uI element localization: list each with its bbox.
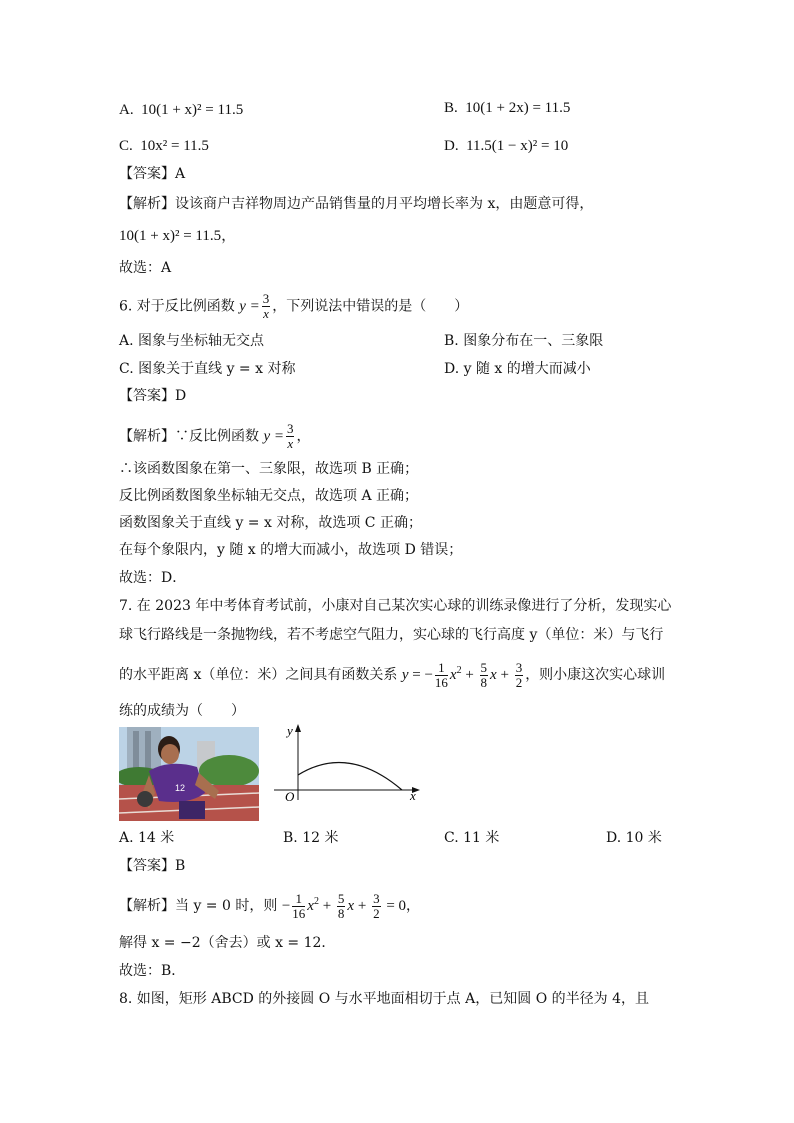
y-axis-arrow-icon xyxy=(295,724,301,732)
q5-option-d-math: 11.5(1 − x)² = 10 xyxy=(466,138,569,154)
q5-option-a-math: 10(1 + x)² = 11.5 xyxy=(141,102,244,118)
q7-option-d: D. 10 米 xyxy=(606,830,662,846)
jersey-number: 12 xyxy=(175,783,186,793)
q6-stem xyxy=(119,292,468,321)
q6-line-3: 函数图象关于直线 y = x 对称，故选项 C 正确； xyxy=(119,515,422,531)
q7-line-3-suffix: ，则小康这次实心球训 xyxy=(525,667,666,683)
graph-y-label: y xyxy=(287,724,293,738)
q5-option-b xyxy=(444,98,570,118)
q7-line-4: 练的成绩为（ ） xyxy=(119,703,245,719)
q7-analysis-prefix: 【解析】当 y = 0 时，则 xyxy=(119,898,278,914)
q6-option-b: B. 图象分布在一、三象限 xyxy=(444,333,604,349)
q5-conclusion: 故选：A xyxy=(119,260,172,276)
q6-fraction xyxy=(262,292,271,321)
q6-stem-y: y = xyxy=(239,298,260,315)
q7-function: y = − $\frac{1}{16}$ $x^2$ + $\frac{5}{8}$ x + $\frac{3}{2}$ xyxy=(401,660,523,691)
q7-option-a: A. 14 米 xyxy=(119,830,175,846)
q5-option-c-math: 10x² = 11.5 xyxy=(140,138,209,154)
q6-analysis-y: y = xyxy=(263,428,284,445)
q7-line-1: 7. 在 2023 年中考体育考试前，小康对自己某次实心球的训练录像进行了分析，发现实心 xyxy=(119,598,672,614)
q6-line-4: 在每个象限内，y 随 x 的增大而减小，故选项 D 错误； xyxy=(119,542,463,558)
q5-option-a-label: A. xyxy=(119,102,134,118)
q6-frac-den: x xyxy=(263,306,269,321)
q5-option-c xyxy=(119,136,209,156)
q8-line-1: 8. 如图，矩形 ABCD 的外接圆 O 与水平地面相切于点 A，已知圆 O 的半径为 4，且 xyxy=(119,991,649,1007)
parabola-curve xyxy=(298,763,402,790)
q6-analysis-prefix: 【解析】∵反比例函数 xyxy=(119,428,259,445)
q6-analysis-frac-num: 3 xyxy=(286,421,294,436)
q7-answer: 【答案】B xyxy=(119,858,186,874)
q6-analysis xyxy=(119,422,310,451)
q7-option-c: C. 11 米 xyxy=(444,830,500,846)
q7-analysis-suffix: ， xyxy=(406,898,421,914)
athlete-photo-svg xyxy=(119,727,259,821)
q5-option-d xyxy=(444,136,568,156)
q7-analysis-equation: − $\frac{1}{16}$ $x^2$ + $\frac{5}{8}$ x + $\frac{3}{2}$ = 0 xyxy=(281,891,407,922)
q6-option-d: D. y 随 x 的增大而减小 xyxy=(444,361,591,377)
q5-equation: 10(1 + x)² = 11.5， xyxy=(119,228,237,244)
parabola-graph xyxy=(270,724,430,804)
q5-answer: 【答案】A xyxy=(119,166,186,182)
q6-frac-num: 3 xyxy=(262,291,270,306)
q7-line-3 xyxy=(119,660,665,690)
q6-line-1: ∴该函数图象在第一、三象限，故选项 B 正确； xyxy=(119,461,419,477)
q6-analysis-suffix: ， xyxy=(296,428,311,445)
q7-solve: 解得 x = −2（舍去）或 x = 12． xyxy=(119,935,336,951)
graph-x-label: x xyxy=(410,788,416,803)
q6-option-c: C. 图象关于直线 y = x 对称 xyxy=(119,361,296,377)
q7-analysis xyxy=(119,892,420,921)
q7-line-2: 球飞行路线是一条抛物线，若不考虑空气阻力，实心球的飞行高度 y（单位：米）与飞行 xyxy=(119,627,664,643)
q6-option-a: A. 图象与坐标轴无交点 xyxy=(119,333,265,349)
q5-analysis: 【解析】设该商户吉祥物周边产品销售量的月平均增长率为 x，由题意可得， xyxy=(119,196,594,212)
athlete-photo xyxy=(119,727,259,821)
graph-origin-label: O xyxy=(285,789,295,804)
q7-option-b: B. 12 米 xyxy=(283,830,339,846)
q6-analysis-fraction xyxy=(286,422,295,451)
q5-option-a xyxy=(119,100,243,120)
q5-option-b-math: 10(1 + 2x) = 11.5 xyxy=(465,100,571,116)
q6-analysis-frac-den: x xyxy=(287,436,294,451)
q7-line-3-prefix: 的水平距离 x（单位：米）之间具有函数关系 xyxy=(119,667,398,683)
q6-conclusion: 故选：D． xyxy=(119,570,187,586)
q5-option-c-label: C. xyxy=(119,138,133,154)
q5-option-d-label: D. xyxy=(444,138,459,154)
q6-stem-suffix: ，下列说法中错误的是（ ） xyxy=(272,298,469,315)
q6-stem-prefix: 6. 对于反比例函数 xyxy=(119,298,235,315)
q6-line-2: 反比例函数图象坐标轴无交点，故选项 A 正确； xyxy=(119,488,419,504)
q5-option-b-label: B. xyxy=(444,100,458,116)
q6-answer: 【答案】D xyxy=(119,388,187,404)
q7-conclusion: 故选：B． xyxy=(119,963,186,979)
